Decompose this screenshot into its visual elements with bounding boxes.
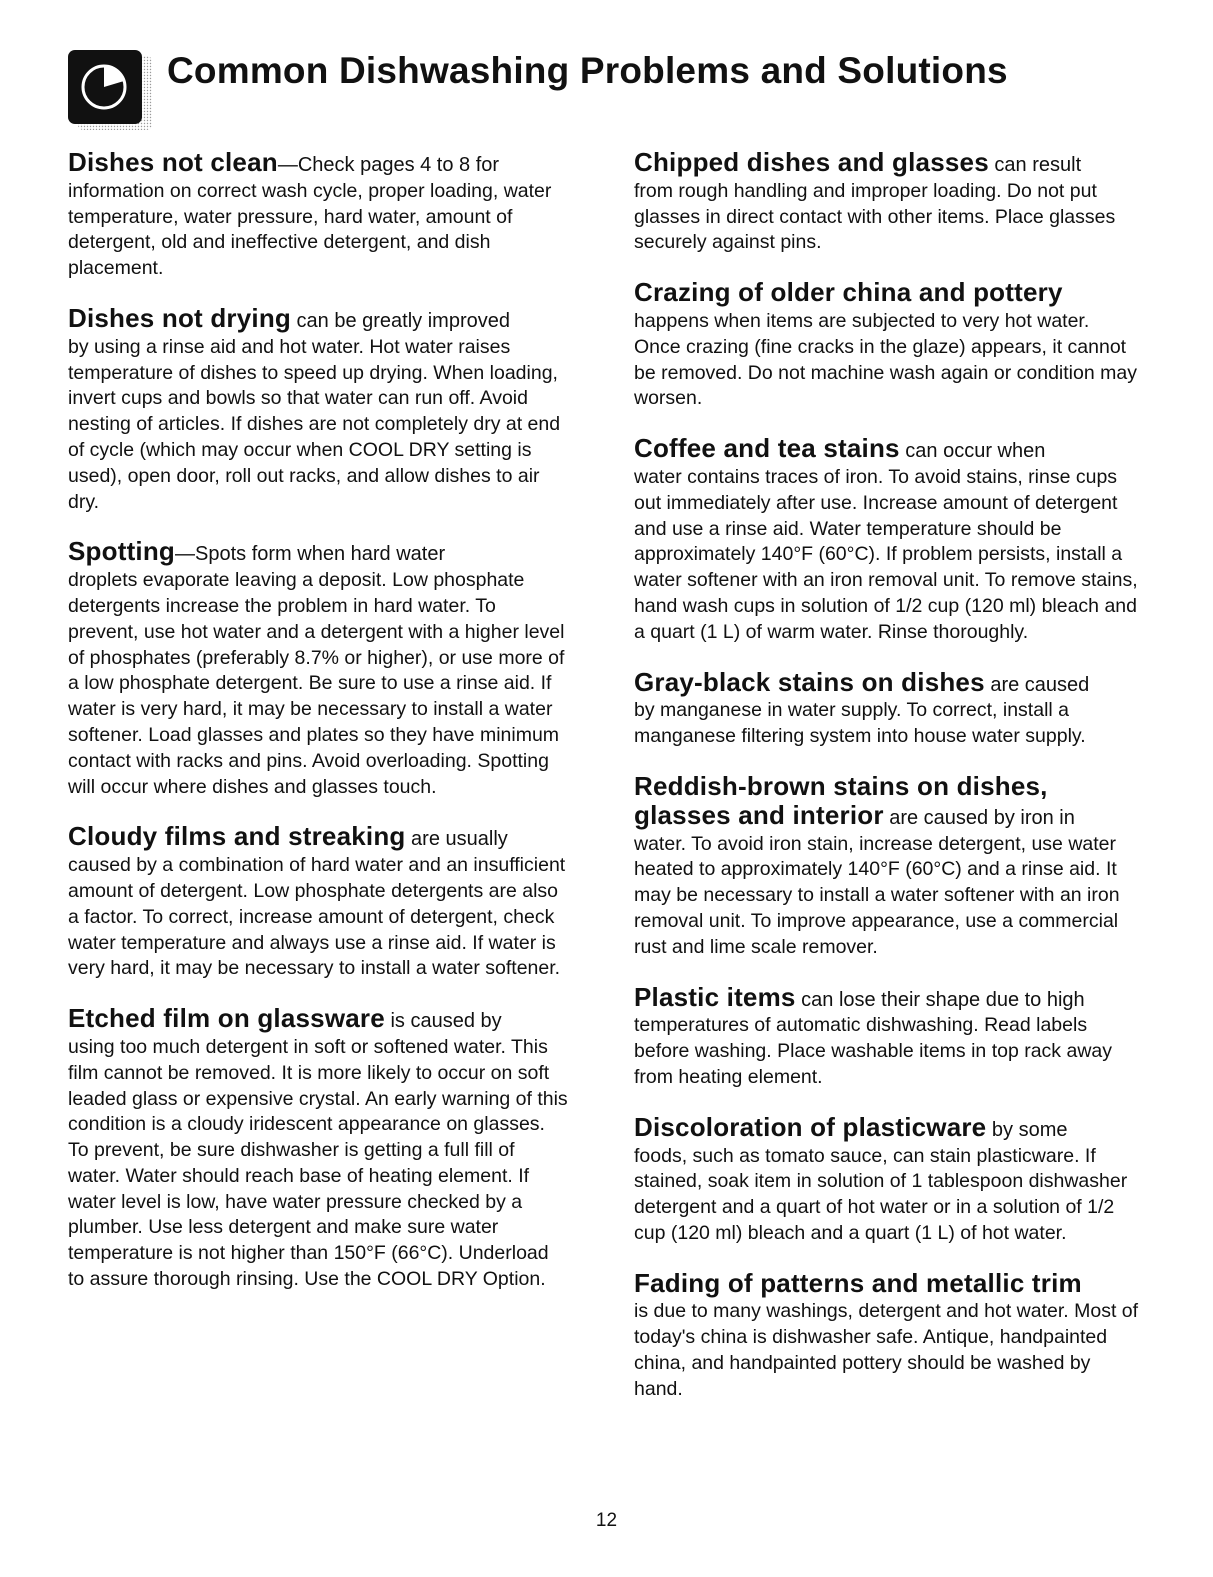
section-paragraph xyxy=(634,981,1139,1091)
section-heading: Dishes not drying xyxy=(68,302,291,333)
section-paragraph xyxy=(634,147,1139,256)
section-body-text: by manganese in water supply. To correct, install a manganese filtering system into house water supply. xyxy=(634,699,1086,748)
section-heading: Chipped dishes and glasses xyxy=(634,147,989,177)
section-heading: Gray-black stains on dishes xyxy=(634,666,985,697)
section-body-text: caused by a combination of hard water and an insufficient amount of detergent. Low phosphate detergents are also a factor. To correct, increase amount of detergent, check water temperature and always use a rinse aid. If water is very hard, it may be necessary to install a water softener. xyxy=(68,854,566,980)
section-body-text: using too much detergent in soft or softened water. This film cannot be removed. It is more likely to occur on soft leaded glass or expensive crystal. An early warning of this condition is a cloudy iridescent appearance on glasses. To prevent, be sure dishwasher is getting a full fill of water. Water should reach base of heating element. If water level is low, have water pressure checked by a plumber. Use less detergent and make sure water temperature is not higher than 150°F (66°C). Underload to assure thorough rinsing. Use the COOL DRY Option. xyxy=(68,1035,568,1291)
section-heading: Crazing of older china and pottery xyxy=(634,277,1063,308)
section-heading: Discoloration of plasticware xyxy=(634,1111,987,1142)
section-paragraph xyxy=(634,1267,1139,1403)
section-body-text: from rough handling and improper loading. Do not put glasses in direct contact with other items. Place glasses securely against pins. xyxy=(634,179,1116,254)
problem-section xyxy=(68,302,568,515)
section-lead-text: can occur when xyxy=(899,440,1046,463)
section-body-text: droplets evaporate leaving a deposit. Low phosphate detergents increase the problem in hard water. To prevent, use hot water and a detergent with a higher level of phosphates (preferably 8.7% or higher), or use more of a low phosphate detergent. Be sure to use a rinse aid. If water is very hard, it may be necessary to install a water softener. Load glasses and plates so they have minimum contact with racks and pins. Avoid overloading. Spotting will occur where dishes and glasses touch. xyxy=(68,569,565,798)
section-lead-text: are caused xyxy=(984,673,1090,696)
section-lead-text: —Spots form when hard water xyxy=(175,543,446,566)
section-lead-text: is caused by xyxy=(384,1010,502,1033)
problem-section xyxy=(634,1111,1139,1247)
section-paragraph xyxy=(634,770,1139,961)
section-paragraph xyxy=(68,536,568,800)
problem-section xyxy=(634,666,1139,750)
section-lead-text: can lose their shape due to high xyxy=(795,988,1085,1011)
section-paragraph xyxy=(634,666,1139,750)
problem-section xyxy=(634,277,1139,412)
section-heading: Cloudy films and streaking xyxy=(68,821,406,852)
section-heading: Plastic items xyxy=(634,981,796,1012)
section-paragraph xyxy=(68,1003,568,1293)
section-lead-text: by some xyxy=(986,1118,1068,1141)
problem-section xyxy=(68,147,568,282)
section-heading: Dishes not clean xyxy=(68,147,278,177)
section-body-text: is due to many washings, detergent and hot water. Most of today's china is dishwasher safe. Antique, handpainted china, and handpainted pottery should be washed by hand. xyxy=(634,1300,1139,1400)
section-paragraph xyxy=(634,433,1139,645)
section-body-text: water. To avoid iron stain, increase detergent, use water heated to approximately 140°F (60°C) and a rinse aid. It may be necessary to install a water softener with an iron removal unit. To improve appearance, use a commercial rust and lime scale remover. xyxy=(634,832,1120,958)
section-lead-text: are usually xyxy=(405,828,508,851)
section-heading: Spotting xyxy=(68,536,176,567)
section-paragraph xyxy=(68,821,568,982)
section-body-text: information on correct wash cycle, proper loading, water temperature, water pressure, hard water, amount of detergent, old and ineffective detergent, and dish placement. xyxy=(68,179,552,280)
problem-section xyxy=(634,1267,1139,1403)
section-heading: Coffee and tea stains xyxy=(634,433,900,464)
section-lead-text: can result xyxy=(988,154,1082,176)
right-column xyxy=(634,147,1139,1427)
section-lead-text: are caused by iron in xyxy=(883,806,1075,829)
section-heading: Reddish-brown stains on dishes, glasses and interior xyxy=(634,770,1048,830)
section-lead-text: can be greatly improved xyxy=(290,309,510,332)
section-paragraph xyxy=(634,1111,1139,1247)
problem-section xyxy=(68,536,568,800)
dishwasher-logo-icon xyxy=(68,50,154,132)
problem-section xyxy=(634,770,1139,961)
section-paragraph xyxy=(634,277,1139,412)
section-heading: Fading of patterns and metallic trim xyxy=(634,1267,1082,1298)
section-body-text: water contains traces of iron. To avoid stains, rinse cups out immediately after use. Increase amount of detergent and use a rinse aid. Water temperature should be approximately 140°F (60°C). If problem persists, install a water softener with an iron removal unit. To remove stains, hand wash cups in solution of 1/2 cup (120 ml) bleach and a quart (1 L) of warm water. Rinse thoroughly. xyxy=(634,465,1138,643)
page-number: 12 xyxy=(595,1510,618,1531)
problem-section xyxy=(634,433,1139,645)
section-body-text: happens when items are subjected to very hot water. Once crazing (fine cracks in the glaze) appears, it cannot be removed. Do not machine wash again or condition may worsen. xyxy=(634,309,1137,410)
left-column xyxy=(68,147,568,1317)
section-body-text: temperatures of automatic dishwashing. Read labels before washing. Place washable items in top rack away from heating element. xyxy=(634,1014,1112,1088)
problem-section xyxy=(634,981,1139,1091)
problem-section xyxy=(68,1003,568,1293)
section-body-text: foods, such as tomato sauce, can stain plasticware. If stained, soak item in solution of 1 tablespoon dishwasher detergent and a quart of hot water or in a solution of 1/2 cup (120 ml) bleach and a quart (1 L) of hot water. xyxy=(634,1144,1128,1244)
section-lead-text: —Check pages 4 to 8 for xyxy=(277,154,500,176)
section-heading: Etched film on glassware xyxy=(68,1003,385,1034)
problem-section xyxy=(634,147,1139,256)
page-title: Common Dishwashing Problems and Solutions xyxy=(167,50,1008,91)
section-paragraph xyxy=(68,302,568,515)
section-paragraph xyxy=(68,147,568,282)
section-body-text: by using a rinse aid and hot water. Hot water raises temperature of dishes to speed up drying. When loading, invert cups and bowls so that water can run off. Avoid nesting of articles. If dishes are not completely dry at end of cycle (which may occur when COOL DRY setting is used), open door, roll out racks, and allow dishes to air dry. xyxy=(68,335,561,513)
problem-section xyxy=(68,821,568,982)
